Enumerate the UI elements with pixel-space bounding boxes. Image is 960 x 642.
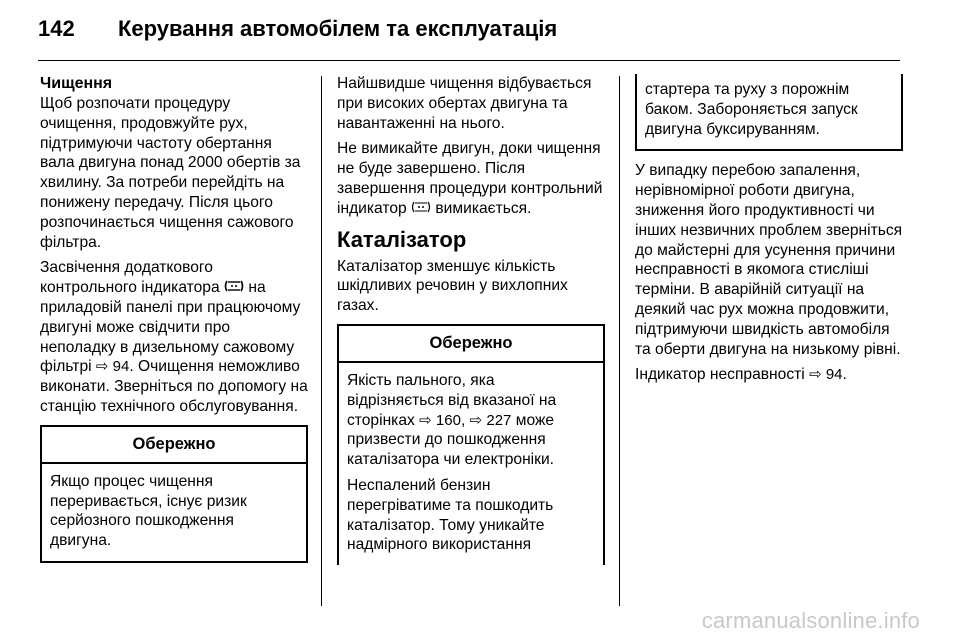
notice-title: Обережно (339, 326, 603, 363)
notice-box (337, 324, 605, 565)
notice-text: Якщо процес чищення переривається, існує ризик серйозного пошкодження двигуна. (50, 472, 247, 550)
soot-filter-icon (224, 278, 244, 294)
paragraph: Каталізатор зменшує кількість шкідливих речовин у вихлопних газах. (337, 257, 568, 315)
notice-box (40, 425, 308, 563)
section-heading-cleaning: Чищення (40, 75, 113, 92)
page-ref-arrow-icon[interactable]: ⇨ 227 (469, 411, 512, 429)
page-ref-arrow-icon[interactable]: ⇨ 160 (419, 411, 461, 429)
column-1 (40, 74, 308, 563)
header-rule (38, 60, 900, 61)
page-ref-arrow-icon[interactable]: ⇨ 94 (809, 366, 843, 384)
page-header (38, 16, 557, 50)
paragraph: У випадку перебою запалення, нерівномірної роботи двигуна, зниження його продуктивності чи інших незвичних проблем зверніться до майстерні для усунення причини несправності в якомога стисліші терміни. В аварійній ситуації на деякий час рух можна продовжити, підтримуючи швидкість автомобіля та оберти двигуна на низькому рівні. (635, 162, 903, 358)
column-3 (635, 74, 903, 391)
column-divider-1 (321, 76, 322, 606)
paragraph: Засвічення додаткового контрольного індикатора на приладовій панелі при працюючому двигуні може свідчити про неполадку в дизельному сажовому фільтрі ⇨ 94. Очищення неможливо виконати. Зверніться по допомогу на станцію технічного обслуговування. (40, 259, 308, 415)
notice-text: стартера та руху з порожнім баком. Забороняється запуск двигуна буксируванням. (645, 81, 858, 138)
column-divider-2 (619, 76, 620, 606)
notice-text: Неспалений бензин перегріватиме та пошкодить каталізатор. Тому уникайте надмірного використання (347, 476, 554, 554)
paragraph: Щоб розпочати процедуру очищення, продовжуйте рух, підтримуючи частоту обертання вала двигуна понад 2000 обертів за хвилину. За потреби перейдіть на понижену передачу. Після цього розпочинається чищення сажового фільтра. (40, 95, 301, 251)
paragraph: Найшвидше чищення відбувається при високих обертах двигуна та навантаженні на нього. (337, 75, 592, 132)
chapter-title: Керування автомобілем та експлуатація (118, 16, 558, 41)
paragraph: Індикатор несправності ⇨ 94. (635, 366, 847, 384)
page-number: 142 (38, 16, 75, 41)
column-2 (337, 74, 605, 565)
notice-text: Якість пального, яка відрізняється від вказаної на сторінках ⇨ 160, ⇨ 227 може призвести до пошкодження каталізатора чи електроніки. (347, 371, 557, 469)
notice-box-continued (635, 74, 903, 151)
watermark: carmanualsonline.info (701, 608, 920, 633)
page-ref-arrow-icon[interactable]: ⇨ 94 (95, 358, 130, 376)
notice-title: Обережно (42, 427, 306, 464)
section-heading-catalyst: Каталізатор (337, 226, 467, 252)
paragraph: Не вимикайте двигун, доки чищення не буде завершено. Після завершення процедури контрольний індикатор вимикається. (337, 140, 603, 217)
soot-filter-icon (411, 199, 431, 215)
